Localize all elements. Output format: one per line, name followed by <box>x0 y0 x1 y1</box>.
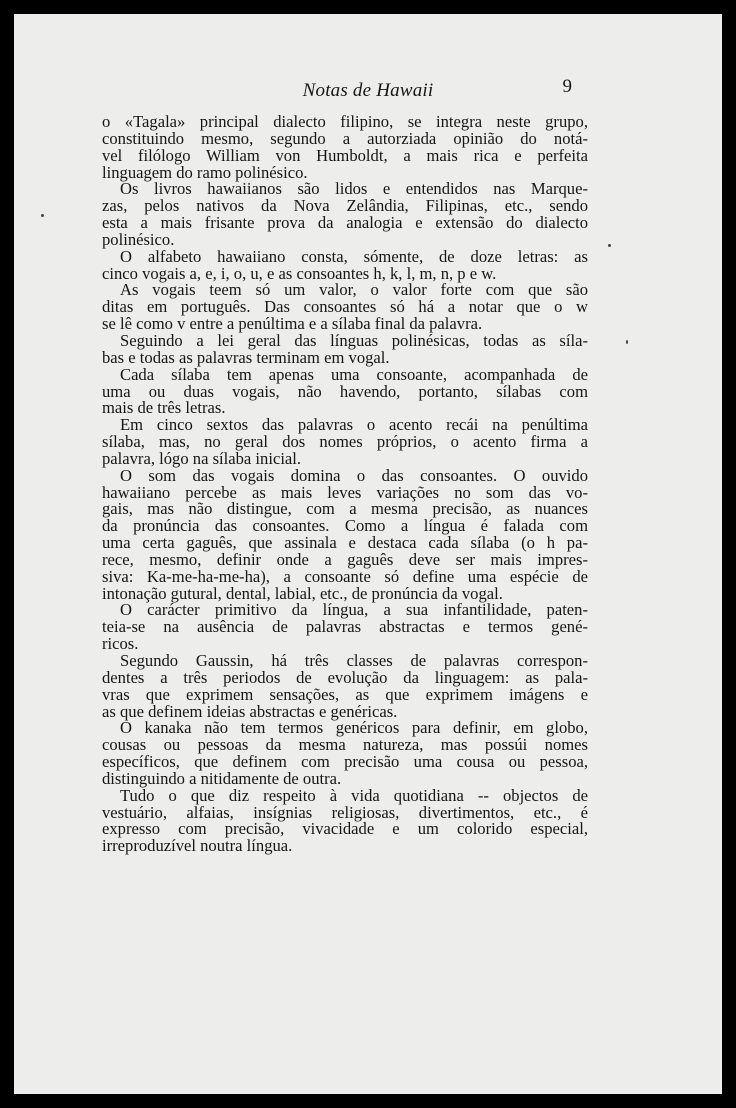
text-line: dentes a três periodos de evolução da linguagem: as pala- <box>102 667 588 687</box>
text-line: siva: Ka-me-ha-me-ha), a consoante só define uma espécie de <box>102 566 588 586</box>
text-line: ditas em português. Das consoantes só há a notar que o w <box>102 297 588 317</box>
text-line: sílaba, mas, no geral dos nomes próprios, o acento firma a <box>102 432 588 452</box>
text-line: vestuário, alfaias, insígnias religiosas, divertimentos, etc., é <box>102 802 588 822</box>
text-line: da pronúncia das consoantes. Como a língua é falada com <box>102 516 588 536</box>
text-line: distinguindo a nitidamente de outra. <box>102 768 342 788</box>
text-line: Os livros hawaiianos são lidos e entendidos nas Marque- <box>120 179 588 199</box>
text-line: ricos. <box>102 634 139 654</box>
ink-speck <box>608 244 611 247</box>
text-line: mais de três letras. <box>102 398 226 418</box>
running-title: Notas de Hawaii <box>302 80 434 101</box>
text-line: uma certa gaguês, que assinala e destaca cada sílaba (o h pa- <box>102 533 588 553</box>
text-line: cinco vogais a, e, i, o, u, e as consoantes h, k, l, m, n, p e w. <box>102 263 497 283</box>
text-line: cousas ou pessoas da mesma natureza, mas possúi nomes <box>102 735 588 755</box>
text-line: bas e todas as palavras terminam em vogal. <box>102 347 390 367</box>
text-line: linguagem do ramo polinésico. <box>102 162 308 182</box>
text-line: O kanaka não tem termos genéricos para definir, em globo, <box>120 718 588 738</box>
text-line: Seguindo a lei geral das línguas polinésicas, todas as síla- <box>120 330 588 350</box>
text-line: rece, mesmo, definir onde a gaguês deve ser mais impres- <box>102 549 588 569</box>
text-line: Tudo o que diz respeito à vida quotidiana -- objectos de <box>120 785 588 805</box>
text-line: gais, mas não distingue, com a mesma precisão, as nuances <box>102 499 588 519</box>
text-line: uma ou duas vogais, não havendo, portanto, sílabas com <box>102 381 588 401</box>
body-text <box>102 114 588 855</box>
text-line: vras que exprimem sensações, as que exprimem imágens e <box>102 684 588 704</box>
text-line: Segundo Gaussin, há três classes de palavras correspon- <box>120 651 588 670</box>
ink-speck <box>41 214 44 217</box>
text-line: específicos, que definem com precisão uma cousa ou pessoa, <box>102 752 588 772</box>
text-line: Em cinco sextos das palavras o acento recái na penúltima <box>120 415 588 435</box>
text-line: O carácter primitivo da língua, a sua infantilidade, paten- <box>120 600 588 620</box>
ink-speck <box>626 340 628 344</box>
text-line: teia-se na ausência de palavras abstractas e termos gené- <box>102 617 588 637</box>
text-line: o «Tagala» principal dialecto filipino, se integra neste grupo, <box>102 112 588 131</box>
text-line: as que definem ideias abstractas e genéricas. <box>102 701 398 721</box>
text-line: O alfabeto hawaiiano consta, sómente, de doze letras: as <box>120 246 588 266</box>
text-line: palavra, lógo na sílaba inicial. <box>102 448 302 468</box>
text-line: se lê como v entre a penúltima e a sílaba final da palavra. <box>102 314 483 334</box>
text-line: zas, pelos nativos da Nova Zelândia, Filipinas, etc., sendo <box>102 196 588 216</box>
text-line: Cada sílaba tem apenas uma consoante, acompanhada de <box>120 364 588 384</box>
page-number: 9 <box>562 76 572 97</box>
book-page <box>14 14 722 1094</box>
text-line: vel filólogo William von Humboldt, a mais rica e perfeita <box>102 145 588 165</box>
text-line: irreproduzível noutra língua. <box>102 836 293 856</box>
text-line: constituindo mesmo, segundo a autorziada opinião do notá- <box>102 128 588 148</box>
text-line: intonação gutural, dental, labial, etc., de pronúncia da vogal. <box>102 583 503 603</box>
text-line: polinésico. <box>102 229 175 249</box>
text-line: esta a mais frisante prova da analogia e extensão do dialecto <box>102 213 588 233</box>
text-line: As vogais teem só um valor, o valor forte com que são <box>120 280 588 300</box>
text-line: O som das vogais domina o das consoantes. O ouvido <box>120 465 588 485</box>
text-line: hawaiiano percebe as mais leves variações no som das vo- <box>102 482 588 502</box>
text-line: expresso com precisão, vivacidade e um colorido especial, <box>102 819 588 839</box>
